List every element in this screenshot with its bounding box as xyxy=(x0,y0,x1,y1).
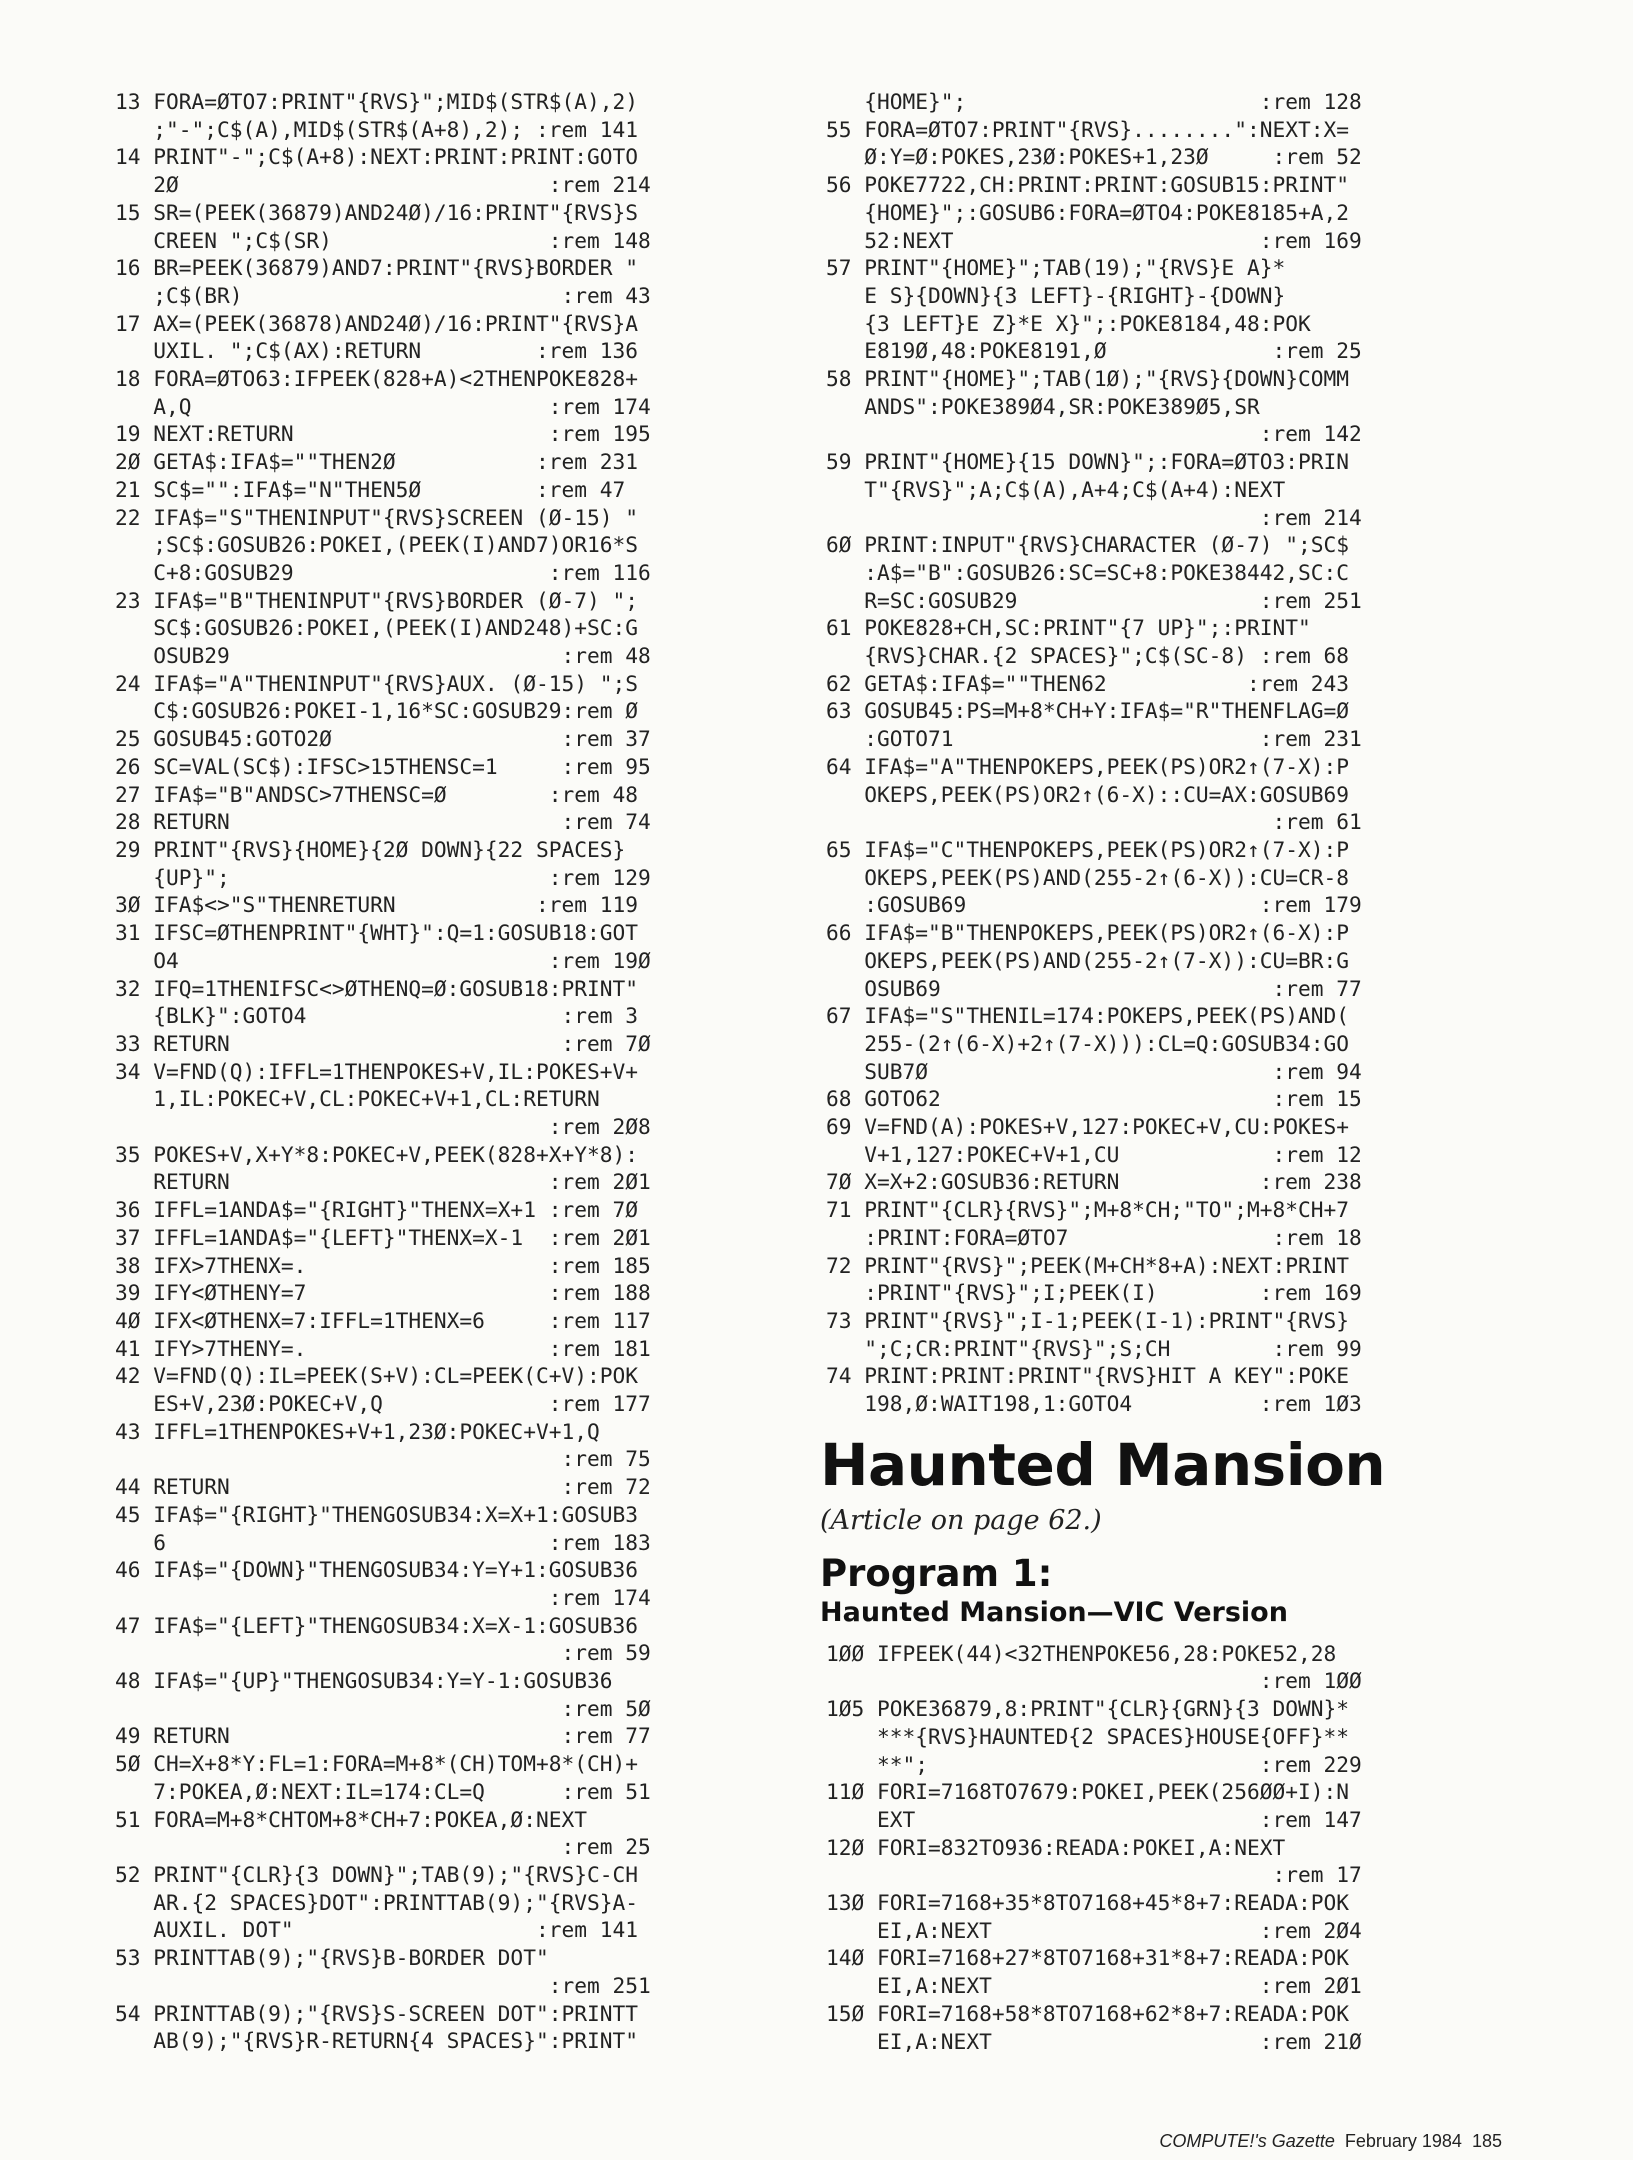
code-line: AB(9);"{RVS}R-RETURN{4 SPACES}":PRINT" xyxy=(115,2028,638,2054)
code-line: 53 PRINTTAB(9);"{RVS}B-BORDER DOT" xyxy=(115,1945,549,1971)
code-line: 15Ø FORI=7168+58*8TO7168+62*8+7:READA:POK xyxy=(826,2000,1349,2026)
code-line: 24 IFA$="A"THENINPUT"{RVS}AUX. (Ø-15) ";S xyxy=(115,670,638,696)
code-line: OKEPS,PEEK(PS)AND(255-2↑(7-X)):CU=BR:G xyxy=(826,947,1349,973)
code-line: C+8:GOSUB29 :rem 116 xyxy=(115,559,651,585)
code-line: EI,A:NEXT :rem 2Ø4 xyxy=(826,1917,1362,1943)
code-line: ;"-";C$(A),MID$(STR$(A+8),2); :rem 141 xyxy=(115,116,638,142)
code-line: OSUB29 :rem 48 xyxy=(115,643,651,669)
code-line: 29 PRINT"{RVS}{HOME}{2Ø DOWN}{22 SPACES} xyxy=(115,836,626,862)
code-line: E819Ø,48:POKE8191,Ø :rem 25 xyxy=(826,338,1362,364)
code-line: 71 PRINT"{CLR}{RVS}";M+8*CH;"TO";M+8*CH+7 xyxy=(826,1197,1349,1223)
code-line: EXT :rem 147 xyxy=(826,1806,1362,1832)
code-line: :rem 61 xyxy=(826,809,1362,835)
code-line: 39 IFY<ØTHENY=7 :rem 188 xyxy=(115,1280,651,1306)
code-line: SUB7Ø :rem 94 xyxy=(826,1058,1362,1084)
code-line: :rem 25 xyxy=(115,1834,651,1860)
code-line: 1Ø5 POKE36879,8:PRINT"{CLR}{GRN}{3 DOWN}* xyxy=(826,1696,1349,1722)
page-footer xyxy=(1159,2131,1502,2152)
code-line: OKEPS,PEEK(PS)OR2↑(6-X)::CU=AX:GOSUB69 xyxy=(826,781,1349,807)
code-line: **"; :rem 229 xyxy=(826,1751,1362,1777)
code-line: 56 POKE7722,CH:PRINT:PRINT:GOSUB15:PRINT" xyxy=(826,172,1349,198)
code-line: 18 FORA=ØTO63:IFPEEK(828+A)<2THENPOKE828+ xyxy=(115,366,638,392)
article-title: Haunted Mansion xyxy=(820,1430,1386,1499)
code-line: ANDS":POKE389Ø4,SR:POKE389Ø5,SR xyxy=(826,393,1260,419)
code-line: 43 IFFL=1THENPOKES+V+1,23Ø:POKEC+V+1,Q xyxy=(115,1418,600,1444)
code-line: 21 SC$="":IFA$="N"THEN5Ø :rem 47 xyxy=(115,476,626,502)
code-line: 1ØØ IFPEEK(44)<32THENPOKE56,28:POKE52,28 xyxy=(826,1640,1337,1666)
code-line: {RVS}CHAR.{2 SPACES}";C$(SC-8) :rem 68 xyxy=(826,643,1349,669)
code-line: :rem 5Ø xyxy=(115,1695,651,1721)
code-line: AUXIL. DOT" :rem 141 xyxy=(115,1917,638,1943)
code-line: :rem 59 xyxy=(115,1640,651,1666)
code-line: E S}{DOWN}{3 LEFT}-{RIGHT}-{DOWN} xyxy=(826,282,1286,308)
code-line: 49 RETURN :rem 77 xyxy=(115,1723,651,1749)
code-line: 6 :rem 183 xyxy=(115,1529,651,1555)
left-code-column xyxy=(115,88,800,2055)
code-line: T"{RVS}";A;C$(A),A+4;C$(A+4):NEXT xyxy=(826,476,1286,502)
code-line: :rem 2Ø8 xyxy=(115,1114,651,1140)
code-line: SC$:GOSUB26:POKEI,(PEEK(I)AND248)+SC:G xyxy=(115,615,638,641)
code-line: 66 IFA$="B"THENPOKEPS,PEEK(PS)OR2↑(6-X):P xyxy=(826,920,1349,946)
code-line: {HOME}";:GOSUB6:FORA=ØTO4:POKE8185+A,2 xyxy=(826,199,1349,225)
code-line: 27 IFA$="B"ANDSC>7THENSC=Ø :rem 48 xyxy=(115,781,638,807)
code-line: 26 SC=VAL(SC$):IFSC>15THENSC=1 :rem 95 xyxy=(115,753,651,779)
code-line: :rem 214 xyxy=(826,504,1362,530)
code-line: :PRINT"{RVS}";I;PEEK(I) :rem 169 xyxy=(826,1280,1362,1306)
code-line: 25 GOSUB45:GOTO2Ø :rem 37 xyxy=(115,726,651,752)
code-line: 44 RETURN :rem 72 xyxy=(115,1474,651,1500)
code-line: ";C;CR:PRINT"{RVS}";S;CH :rem 99 xyxy=(826,1335,1362,1361)
code-line: EI,A:NEXT :rem 2Ø1 xyxy=(826,1973,1362,1999)
code-line: 48 IFA$="{UP}"THENGOSUB34:Y=Y-1:GOSUB36 xyxy=(115,1668,613,1694)
code-line: 64 IFA$="A"THENPOKEPS,PEEK(PS)OR2↑(7-X):P xyxy=(826,753,1349,779)
code-line: 16 BR=PEEK(36879)AND7:PRINT"{RVS}BORDER " xyxy=(115,255,638,281)
code-line: 7:POKEA,Ø:NEXT:IL=174:CL=Q :rem 51 xyxy=(115,1778,651,1804)
code-line: 1,IL:POKEC+V,CL:POKEC+V+1,CL:RETURN xyxy=(115,1086,600,1112)
code-line: 36 IFFL=1ANDA$="{RIGHT}"THENX=X+1 :rem 7Ø xyxy=(115,1197,638,1223)
code-line: 12Ø FORI=832TO936:READA:POKEI,A:NEXT xyxy=(826,1834,1286,1860)
code-line: 2Ø GETA$:IFA$=""THEN2Ø :rem 231 xyxy=(115,449,638,475)
code-line: 14Ø FORI=7168+27*8TO7168+31*8+7:READA:POK xyxy=(826,1945,1349,1971)
code-line: :rem 142 xyxy=(826,421,1362,447)
code-line: A,Q :rem 174 xyxy=(115,393,651,419)
code-line: 45 IFA$="{RIGHT}"THENGOSUB34:X=X+1:GOSUB3 xyxy=(115,1501,638,1527)
code-line: 34 V=FND(Q):IFFL=1THENPOKES+V,IL:POKES+V+ xyxy=(115,1058,638,1084)
code-line: 62 GETA$:IFA$=""THEN62 :rem 243 xyxy=(826,670,1349,696)
code-line: {3 LEFT}E Z}*E X}";:POKE8184,48:POK xyxy=(826,310,1311,336)
code-line: 37 IFFL=1ANDA$="{LEFT}"THENX=X-1 :rem 2Ø1 xyxy=(115,1224,651,1250)
code-line: 51 FORA=M+8*CHTOM+8*CH+7:POKEA,Ø:NEXT xyxy=(115,1806,587,1832)
code-line: RETURN :rem 2Ø1 xyxy=(115,1169,651,1195)
right-code-listing-top xyxy=(826,88,1516,1418)
code-line: 22 IFA$="S"THENINPUT"{RVS}SCREEN (Ø-15) " xyxy=(115,504,638,530)
code-line: Ø:Y=Ø:POKES,23Ø:POKES+1,23Ø :rem 52 xyxy=(826,144,1362,170)
code-line: 67 IFA$="S"THENIL=174:POKEPS,PEEK(PS)AND( xyxy=(826,1003,1349,1029)
code-line: CREEN ";C$(SR) :rem 148 xyxy=(115,227,651,253)
code-line: ;C$(BR) :rem 43 xyxy=(115,282,651,308)
code-line: OKEPS,PEEK(PS)AND(255-2↑(6-X)):CU=CR-8 xyxy=(826,864,1349,890)
code-line: 32 IFQ=1THENIFSC<>ØTHENQ=Ø:GOSUB18:PRINT" xyxy=(115,975,638,1001)
code-line: 52 PRINT"{CLR}{3 DOWN}";TAB(9);"{RVS}C-CH xyxy=(115,1862,638,1887)
article-reference: (Article on page 62.) xyxy=(820,1504,1102,1536)
footer-issue: February 1984 xyxy=(1344,2131,1462,2151)
code-line: 13 FORA=ØTO7:PRINT"{RVS}";MID$(STR$(A),2) xyxy=(115,89,638,114)
code-line: 47 IFA$="{LEFT}"THENGOSUB34:X=X-1:GOSUB36 xyxy=(115,1612,638,1638)
code-line: :PRINT:FORA=ØTO7 :rem 18 xyxy=(826,1224,1362,1250)
code-line: 73 PRINT"{RVS}";I-1;PEEK(I-1):PRINT"{RVS} xyxy=(826,1307,1349,1333)
program-label: Program 1: xyxy=(820,1551,1053,1595)
code-line: 33 RETURN :rem 7Ø xyxy=(115,1030,651,1056)
code-line: 4Ø IFX<ØTHENX=7:IFFL=1THENX=6 :rem 117 xyxy=(115,1307,651,1333)
code-line: 65 IFA$="C"THENPOKEPS,PEEK(PS)OR2↑(7-X):P xyxy=(826,836,1349,862)
code-line: 2Ø :rem 214 xyxy=(115,172,651,198)
code-line: 57 PRINT"{HOME}";TAB(19);"{RVS}E A}* xyxy=(826,255,1286,281)
code-line: :rem 251 xyxy=(115,1972,651,1998)
code-line: 5Ø CH=X+8*Y:FL=1:FORA=M+8*(CH)TOM+8*(CH)+ xyxy=(115,1751,638,1777)
code-line: 41 IFY>7THENY=. :rem 181 xyxy=(115,1335,651,1361)
code-line: AR.{2 SPACES}DOT":PRINTTAB(9);"{RVS}A- xyxy=(115,1889,638,1915)
code-line: 59 PRINT"{HOME}{15 DOWN}";:FORA=ØTO3:PRIN xyxy=(826,449,1349,475)
code-line: O4 :rem 19Ø xyxy=(115,947,651,973)
code-line: 42 V=FND(Q):IL=PEEK(S+V):CL=PEEK(C+V):POK xyxy=(115,1363,638,1389)
code-line: :rem 1ØØ xyxy=(826,1668,1362,1694)
code-line: :GOTO71 :rem 231 xyxy=(826,726,1362,752)
code-line: 54 PRINTTAB(9);"{RVS}S-SCREEN DOT":PRINTT xyxy=(115,2000,638,2026)
code-line: 28 RETURN :rem 74 xyxy=(115,809,651,835)
footer-page-number: 185 xyxy=(1471,2131,1502,2151)
code-line: 58 PRINT"{HOME}";TAB(1Ø);"{RVS}{DOWN}COMM xyxy=(826,366,1349,392)
code-line: EI,A:NEXT :rem 21Ø xyxy=(826,2028,1362,2054)
footer-publication: COMPUTE!'s Gazette xyxy=(1159,2131,1335,2151)
code-line: 52:NEXT :rem 169 xyxy=(826,227,1362,253)
code-line: 74 PRINT:PRINT:PRINT"{RVS}HIT A KEY":POKE xyxy=(826,1363,1349,1389)
code-line: 38 IFX>7THENX=. :rem 185 xyxy=(115,1252,651,1278)
code-line: 3Ø IFA$<>"S"THENRETURN :rem 119 xyxy=(115,892,638,918)
code-line: 17 AX=(PEEK(36878)AND24Ø)/16:PRINT"{RVS}A xyxy=(115,310,638,336)
code-line: {BLK}":GOTO4 :rem 3 xyxy=(115,1003,638,1029)
program-subtitle: Haunted Mansion—VIC Version xyxy=(820,1596,1288,1628)
code-line: ;SC$:GOSUB26:POKEI,(PEEK(I)AND7)OR16*S xyxy=(115,532,638,558)
code-line: :A$="B":GOSUB26:SC=SC+8:POKE38442,SC:C xyxy=(826,559,1349,585)
code-line: 13Ø FORI=7168+35*8TO7168+45*8+7:READA:POK xyxy=(826,1890,1349,1916)
code-line: OSUB69 :rem 77 xyxy=(826,975,1362,1001)
code-line: ES+V,23Ø:POKEC+V,Q :rem 177 xyxy=(115,1391,651,1417)
code-line: UXIL. ";C$(AX):RETURN :rem 136 xyxy=(115,338,638,364)
code-line: C$:GOSUB26:POKEI-1,16*SC:GOSUB29:rem Ø xyxy=(115,698,638,724)
code-line: :rem 174 xyxy=(115,1584,651,1610)
code-line: R=SC:GOSUB29 :rem 251 xyxy=(826,587,1362,613)
right-code-listing-bottom xyxy=(826,1640,1516,2056)
code-line: 63 GOSUB45:PS=M+8*CH+Y:IFA$="R"THENFLAG=Ø xyxy=(826,698,1349,724)
code-line: 14 PRINT"-";C$(A+8):NEXT:PRINT:PRINT:GOTO xyxy=(115,144,638,170)
code-line: :rem 75 xyxy=(115,1446,651,1472)
code-line: 35 POKES+V,X+Y*8:POKEC+V,PEEK(828+X+Y*8): xyxy=(115,1141,638,1167)
code-line: 15 SR=(PEEK(36879)AND24Ø)/16:PRINT"{RVS}S xyxy=(115,199,638,225)
code-line: V+1,127:POKEC+V+1,CU :rem 12 xyxy=(826,1141,1362,1167)
code-line: {HOME}"; :rem 128 xyxy=(826,89,1362,114)
code-line: ***{RVS}HAUNTED{2 SPACES}HOUSE{OFF}** xyxy=(826,1723,1349,1749)
code-line: 61 POKE828+CH,SC:PRINT"{7 UP}";:PRINT" xyxy=(826,615,1311,641)
code-line: :GOSUB69 :rem 179 xyxy=(826,892,1362,918)
code-line: 55 FORA=ØTO7:PRINT"{RVS}........":NEXT:X= xyxy=(826,116,1349,142)
right-code-column xyxy=(820,88,1516,2055)
code-line: 198,Ø:WAIT198,1:GOTO4 :rem 1Ø3 xyxy=(826,1391,1362,1417)
code-line: 7Ø X=X+2:GOSUB36:RETURN :rem 238 xyxy=(826,1169,1362,1195)
code-line: 46 IFA$="{DOWN}"THENGOSUB34:Y=Y+1:GOSUB36 xyxy=(115,1557,638,1583)
code-line: 68 GOTO62 :rem 15 xyxy=(826,1086,1362,1112)
code-line: 255-(2↑(6-X)+2↑(7-X))):CL=Q:GOSUB34:GO xyxy=(826,1030,1349,1056)
code-line: 31 IFSC=ØTHENPRINT"{WHT}":Q=1:GOSUB18:GOT xyxy=(115,920,638,946)
code-line: 6Ø PRINT:INPUT"{RVS}CHARACTER (Ø-7) ";SC$ xyxy=(826,532,1349,558)
code-line: 72 PRINT"{RVS}";PEEK(M+CH*8+A):NEXT:PRINT xyxy=(826,1252,1349,1278)
code-line: 23 IFA$="B"THENINPUT"{RVS}BORDER (Ø-7) "; xyxy=(115,587,638,613)
code-line: {UP}"; :rem 129 xyxy=(115,864,651,890)
code-line: 11Ø FORI=7168TO7679:POKEI,PEEK(256ØØ+I):N xyxy=(826,1779,1349,1805)
code-line: 19 NEXT:RETURN :rem 195 xyxy=(115,421,651,447)
code-line: 69 V=FND(A):POKES+V,127:POKEC+V,CU:POKES+ xyxy=(826,1114,1349,1140)
code-line: :rem 17 xyxy=(826,1862,1362,1888)
